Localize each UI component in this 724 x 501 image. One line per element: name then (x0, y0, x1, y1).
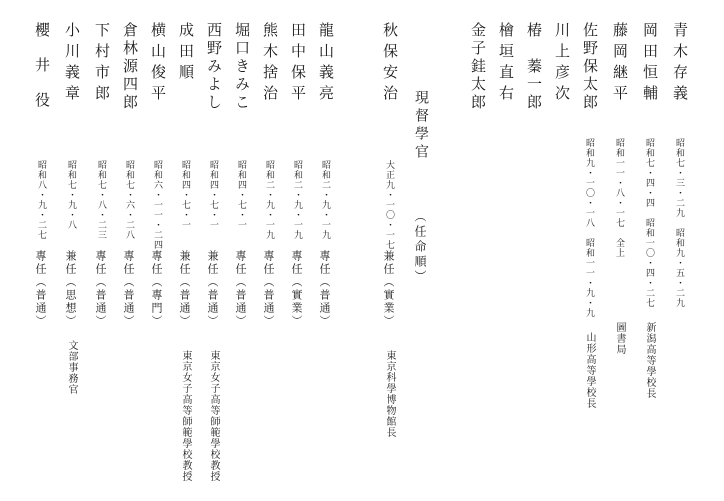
person-column (550, 10, 574, 490)
appointment-role: 專任（普通） (318, 250, 331, 328)
appointment-role: 專任（普通） (262, 250, 275, 328)
person-column (522, 10, 546, 490)
current-post: 圖書局 (614, 322, 625, 355)
person-name: 金子銈太郎 (469, 22, 487, 112)
person-name: 檜垣直右 (497, 22, 515, 106)
appointment-role: 兼任（實業） (382, 250, 395, 328)
person-column (668, 10, 692, 490)
appointment-dates: 昭和九・一〇・一八 昭和一一・九・九 (584, 138, 594, 318)
person-column (378, 10, 402, 490)
section-heading: 現督學官 (413, 90, 429, 162)
person-name: 岡田恒輔 (641, 22, 659, 106)
person-name: 成田順 (177, 22, 195, 85)
person-name: 西野みよし (205, 22, 223, 112)
person-column (146, 10, 170, 490)
appointment-dates: 昭和二・九・一九 (320, 160, 330, 240)
appointment-dates: 昭和一一・八・一七 全上 (614, 138, 624, 258)
appointment-dates: 昭和二・九・一九 (292, 160, 302, 240)
current-post: 文部事務官 (66, 340, 77, 395)
person-column (174, 10, 198, 490)
appointment-dates: 昭和四・七・一 (236, 160, 246, 230)
appointment-role: 專任（專門） (150, 250, 163, 328)
person-column (608, 10, 632, 490)
appointment-role: 兼任（普通） (206, 250, 219, 328)
person-name: 藤岡継平 (611, 22, 629, 106)
current-post: 東京科學博物館長 (384, 350, 395, 438)
person-name: 龍山義亮 (317, 22, 335, 106)
person-name: 横山俊平 (149, 22, 167, 106)
person-name: 青木存義 (671, 22, 689, 106)
person-column (90, 10, 114, 490)
person-column (638, 10, 662, 490)
appointment-role: 專任（普通） (34, 250, 47, 328)
appointment-dates: 昭和二・九・一九 (264, 160, 274, 240)
person-column (60, 10, 84, 490)
person-column (286, 10, 310, 490)
section-heading-column (410, 10, 436, 490)
person-name: 椿 蓁一郎 (525, 22, 543, 112)
person-column (118, 10, 142, 490)
appointment-dates: 昭和六・一一・二四 (152, 160, 162, 250)
person-name: 熊木捨治 (261, 22, 279, 106)
person-name: 下村市郎 (93, 22, 111, 106)
person-column (230, 10, 254, 490)
appointment-dates: 昭和四・七・一 (180, 160, 190, 230)
person-column (30, 10, 54, 490)
person-column (258, 10, 282, 490)
appointment-dates: 大正九・一〇・一七 (384, 160, 394, 250)
appointment-dates: 昭和七・八・二三 (96, 160, 106, 240)
appointment-dates: 昭和七・四・四 昭和一〇・四・二七 (644, 138, 654, 308)
person-name: 川上彦次 (553, 22, 571, 106)
appointment-role: 專任（實業） (290, 250, 303, 328)
appointment-role: 專任（普通） (234, 250, 247, 328)
appointment-dates: 昭和七・六・二八 (124, 160, 134, 240)
person-name: 堀口きみこ (233, 22, 251, 112)
appointment-role: 兼任（思想） (64, 250, 77, 328)
person-name: 小川義章 (63, 22, 81, 106)
appointment-role: 專任（普通） (122, 250, 135, 328)
current-post: 東京女子高等師範學校教授 (208, 350, 219, 482)
person-name: 秋保安治 (381, 22, 399, 106)
current-post: 山形高等學校長 (584, 332, 595, 409)
person-name: 田中保平 (289, 22, 307, 106)
person-name: 櫻井役 (33, 22, 51, 127)
person-column (466, 10, 490, 490)
person-column (578, 10, 602, 490)
person-name: 倉林源四郎 (121, 22, 139, 112)
appointment-role: 兼任（普通） (178, 250, 191, 328)
section-order-note: （任命順） (413, 210, 427, 285)
appointment-dates: 昭和四・七・一 (208, 160, 218, 230)
person-column (314, 10, 338, 490)
person-name: 佐野保太郎 (581, 22, 599, 112)
person-column (202, 10, 226, 490)
person-column (494, 10, 518, 490)
appointment-dates: 昭和七・九・八 (66, 160, 76, 230)
current-post: 東京女子高等師範學校教授 (180, 350, 191, 482)
appointment-role: 專任（普通） (94, 250, 107, 328)
appointment-dates: 昭和七・三・二九 昭和九・五・二九 (674, 138, 684, 308)
current-post: 新潟高等學校長 (644, 322, 655, 399)
appointment-dates: 昭和八・九・二七 (36, 160, 46, 240)
